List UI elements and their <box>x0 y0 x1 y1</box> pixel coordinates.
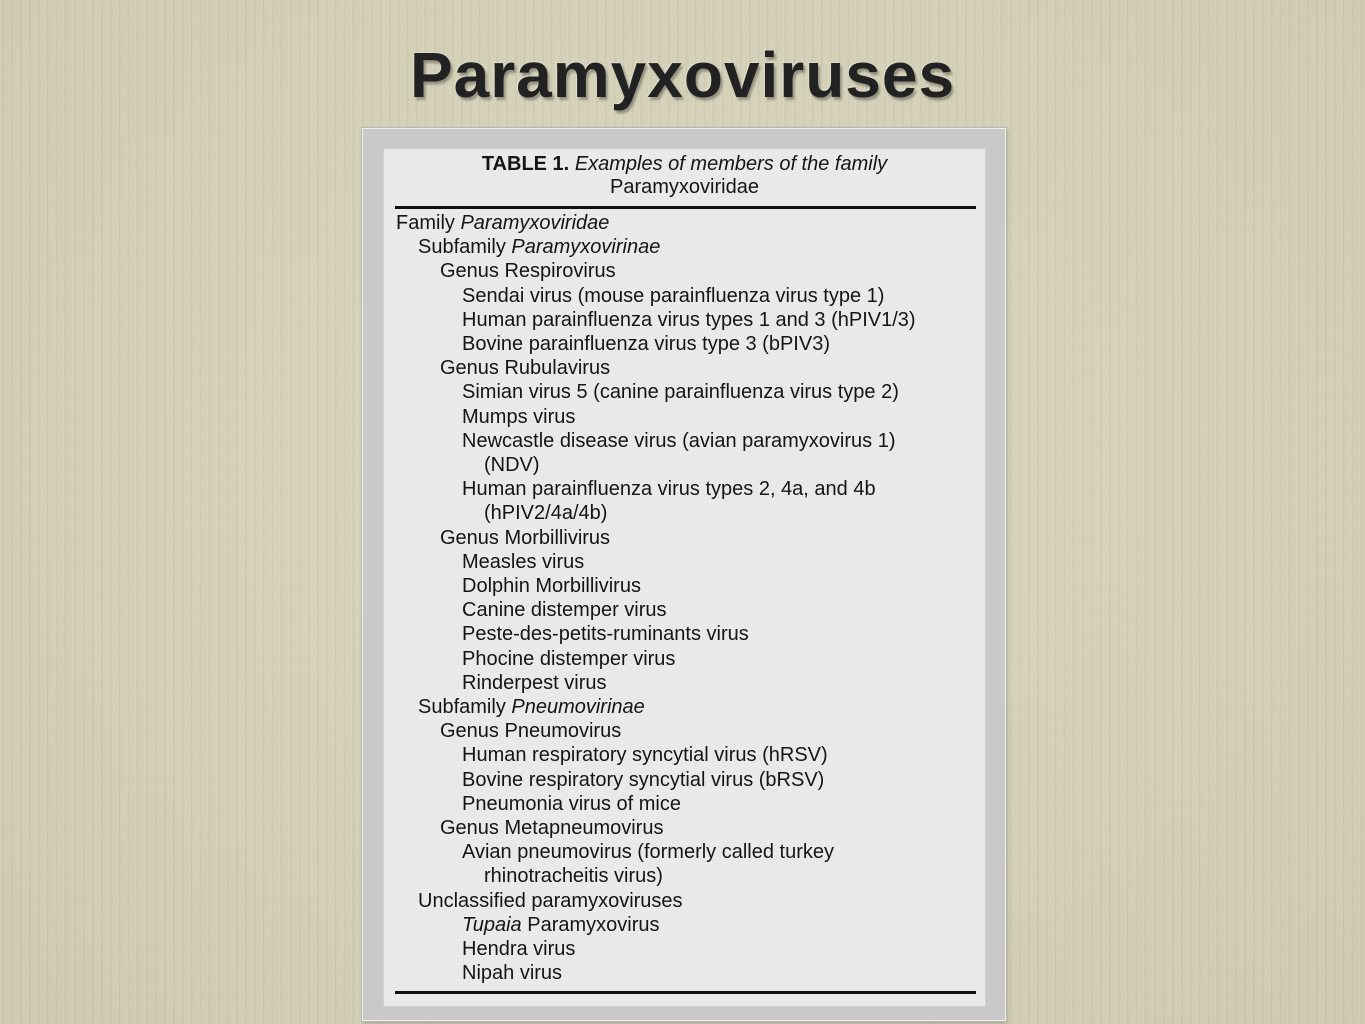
table-row-virus: Bovine parainfluenza virus type 3 (bPIV3) <box>462 333 830 356</box>
table-row-virus: Hendra virus <box>462 938 576 961</box>
table-row-virus: Bovine respiratory syncytial virus (bRSV) <box>462 768 825 791</box>
table-row-continuation: (hPIV2/4a/4b) <box>484 502 608 525</box>
table-caption <box>384 153 985 199</box>
table-bottom-rule <box>395 991 976 994</box>
table-row-virus: Phocine distemper virus <box>462 647 676 670</box>
table-row-genus: Genus Metapneumovirus <box>440 817 664 840</box>
table-row-subfamily: Subfamily Pneumovirinae <box>418 696 645 719</box>
table-row-virus: Avian pneumovirus (formerly called turkey <box>462 841 835 864</box>
virus-classification-table <box>383 148 986 1007</box>
table-row-virus: Sendai virus (mouse parainfluenza virus type 1) <box>462 284 885 307</box>
table-row-family: Family Paramyxoviridae <box>396 212 610 234</box>
table-row-virus: Human respiratory syncytial virus (hRSV) <box>462 744 828 767</box>
table-row-genus: Genus Rubulavirus <box>440 357 611 380</box>
table-row-subfamily: Subfamily Paramyxovirinae <box>418 236 661 259</box>
table-row-virus: Canine distemper virus <box>462 599 667 622</box>
table-row-group: Unclassified paramyxoviruses <box>418 889 683 912</box>
table-body <box>396 211 981 986</box>
table-row-virus: Mumps virus <box>462 405 576 428</box>
table-row-virus: Measles virus <box>462 550 585 573</box>
table-caption-family: Paramyxoviridae <box>610 176 759 198</box>
table-caption-label: TABLE 1. <box>481 153 570 175</box>
table-row-virus: Simian virus 5 (canine parainfluenza virus type 2) <box>462 381 899 404</box>
slide-title: Paramyxoviruses <box>409 39 956 111</box>
table-caption-text: Examples of members of the family <box>574 153 888 175</box>
table-image-frame <box>362 128 1006 1021</box>
table-row-virus: Peste-des-petits-ruminants virus <box>462 623 749 646</box>
table-row-genus: Genus Respirovirus <box>440 260 616 283</box>
table-row-genus: Genus Morbillivirus <box>440 526 611 549</box>
table-row-virus: Dolphin Morbillivirus <box>462 575 641 598</box>
table-row-virus: Nipah virus <box>462 962 563 985</box>
table-row-continuation: rhinotracheitis virus) <box>484 865 663 888</box>
table-top-rule <box>395 206 976 209</box>
table-row-virus: Tupaia Paramyxovirus <box>462 913 660 936</box>
table-row-continuation: (NDV) <box>484 454 540 477</box>
table-row-virus: Rinderpest virus <box>462 671 607 694</box>
table-row-virus: Human parainfluenza virus types 2, 4a, and 4b <box>462 478 876 501</box>
table-row-virus: Newcastle disease virus (avian paramyxovirus 1) <box>462 429 896 452</box>
table-row-virus: Human parainfluenza virus types 1 and 3 (hPIV1/3) <box>462 308 916 331</box>
table-row-genus: Genus Pneumovirus <box>440 720 622 743</box>
table-row-virus: Pneumonia virus of mice <box>462 792 681 815</box>
